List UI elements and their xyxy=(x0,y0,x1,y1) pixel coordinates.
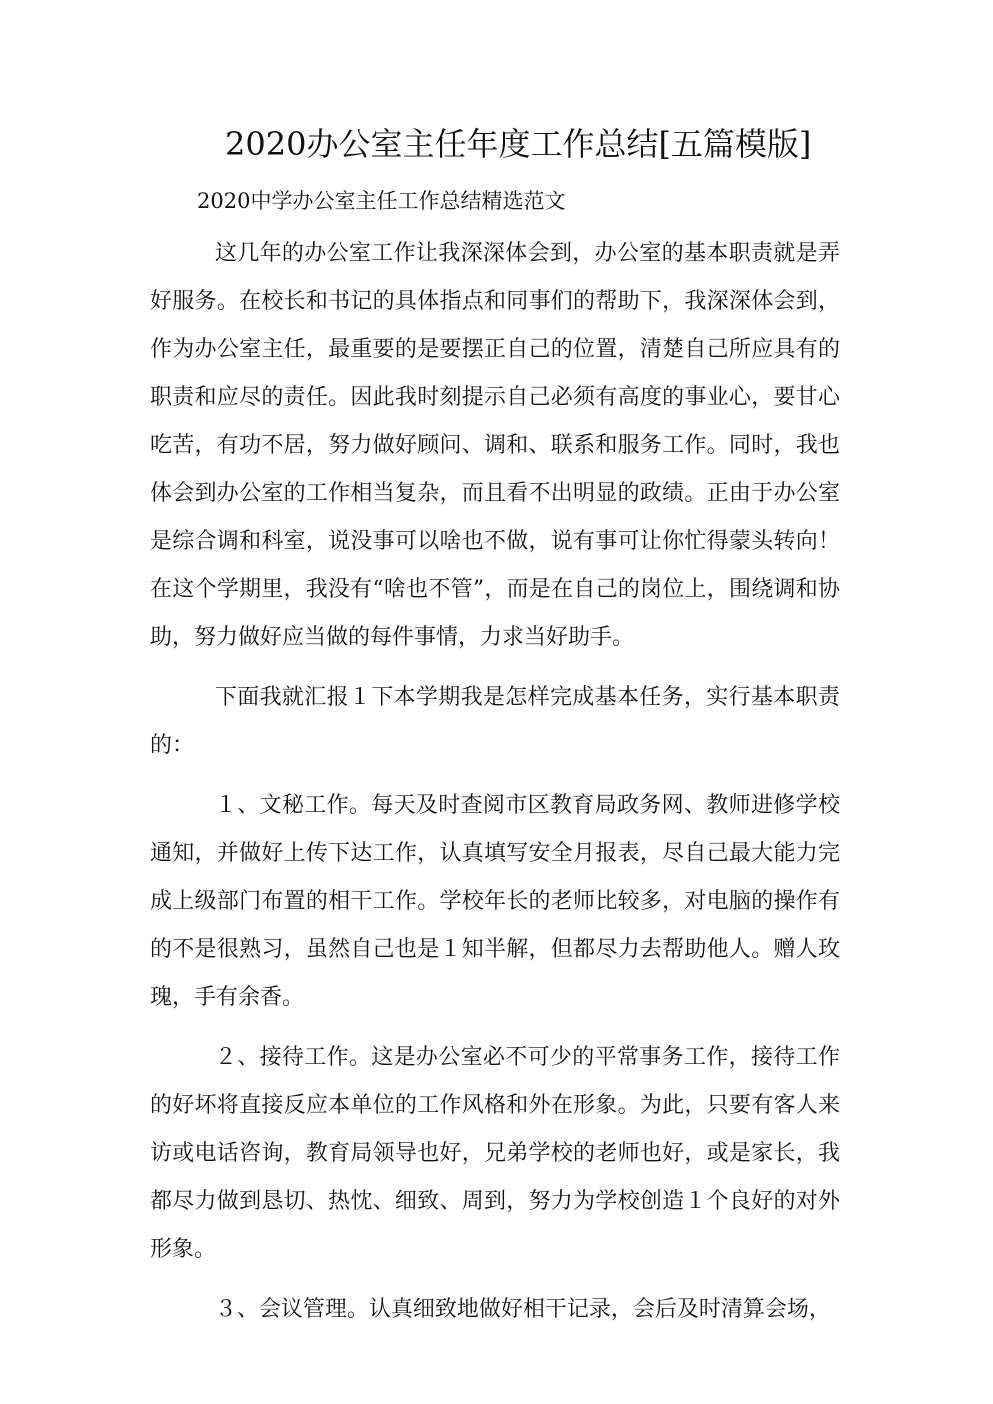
paragraph-report-intro: 下面我就汇报１下本学期我是怎样完成基本任务，实行基本职责的： xyxy=(150,685,840,758)
paragraph-secretarial-work: １、文秘工作。每天及时查阅市区教育局政务网、教师进修学校通知，并做好上传下达工作，认真填写安全月报表，尽自己最大能力完成上级部门布置的相干工作。学校年长的老师比较多，对电脑的操作有的不是很熟习，虽然自己也是１知半解，但都尽力去帮助他人。赠人玫瑰，手有余香。 xyxy=(150,793,840,1010)
paragraph-reception-work: ２、接待工作。这是办公室必不可少的平常事务工作，接待工作的好坏将直接反应本单位的工作风格和外在形象。为此，只要有客人来访或电话咨询，教育局领导也好，兄弟学校的老师也好，或是家长，我都尽力做到恳切、热忱、细致、周到，努力为学校创造１个良好的对外形象。 xyxy=(150,1045,840,1262)
paragraph-meeting-management: ３、会议管理。认真细致地做好相干记录，会后及时清算会场， xyxy=(214,1297,831,1322)
document-body xyxy=(150,230,840,1334)
document-subtitle: 2020中学办公室主任工作总结精选范文 xyxy=(197,189,566,213)
paragraph-intro: 这几年的办公室工作让我深深体会到，办公室的基本职责就是弄好服务。在校长和书记的具体指点和同事们的帮助下，我深深体会到，作为办公室主任，最重要的是要摆正自己的位置，清楚自己所应具有的职责和应尽的责任。因此我时刻提示自己必须有高度的事业心，要甘心吃苦，有功不居，努力做好顾问、调和、联系和服务工作。同时，我也体会到办公室的工作相当复杂，而且看不出明显的政绩。正由于办公室是综合调和科室，说没事可以啥也不做，说有事可让你忙得蒙头转向！在这个学期里，我没有“啥也不管”，而是在自己的岗位上，围绕调和协助，努力做好应当做的每件事情，力求当好助手。 xyxy=(150,241,840,650)
document-title: 2020办公室主任年度工作总结[五篇模版] xyxy=(225,125,812,163)
